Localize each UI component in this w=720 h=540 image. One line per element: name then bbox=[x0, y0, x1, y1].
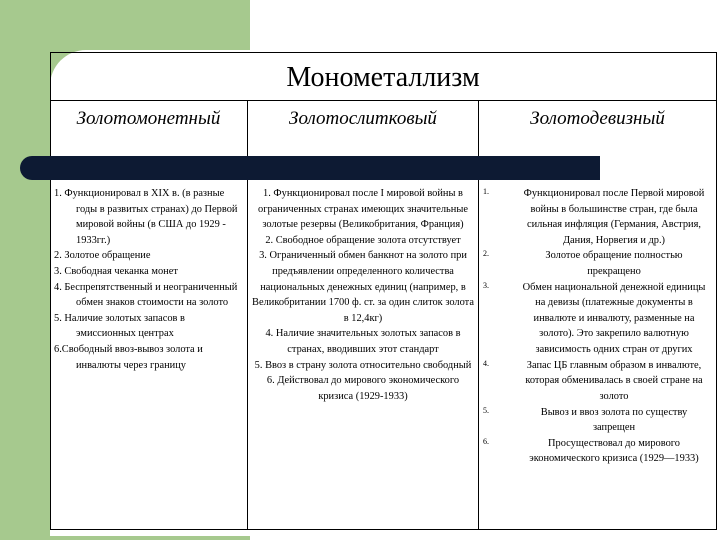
list-item bbox=[483, 405, 709, 436]
list-item: 6.Свободный ввоз-вывоз золота и инвалюты через границу bbox=[54, 344, 203, 371]
list-gold-coin bbox=[54, 186, 240, 373]
list-number: 6. bbox=[483, 436, 489, 446]
column-header-gold-coin: Золотомонетный bbox=[76, 108, 221, 129]
list-item-text: Функционировал после Первой мировой войны в большинстве стран, где была сильная инфляция (Германия, Австрия, Дания, Норвегия и др.) bbox=[523, 188, 705, 246]
list-number: 5. bbox=[483, 405, 489, 415]
list-item: 2. Свободное обращение золота отсутствует bbox=[265, 234, 461, 246]
page-title: Монометаллизм bbox=[286, 62, 480, 93]
list-item: 6. Действовал до мирового экономического кризиса (1929-1933) bbox=[266, 375, 460, 402]
list-item: 4. Наличие значительных золотых запасов в странах, вводивших этот стандарт bbox=[265, 328, 461, 356]
list-item-text: Просуществовал до мирового экономического кризиса (1929—1933) bbox=[529, 437, 699, 465]
list-number: 3. bbox=[483, 280, 489, 290]
list-item: 3. Ограниченный обмен банкнот на золото при предъявлении определенного количества национальных денежных единиц (например, в Великобритании 1700 ф. ст. за один слиток золота в 12,4кг) bbox=[252, 250, 474, 324]
list-gold-exchange bbox=[483, 186, 709, 467]
list-item: 1. Функционировал в XIX в. (в разные годы в развитых странах) до Первой мировой войны (в США до 1929 - 1933гг.) bbox=[54, 188, 238, 246]
list-item-text: Золотое обращение полностью прекращено bbox=[545, 250, 683, 278]
column-header-gold-bullion: Золотослитковый bbox=[289, 108, 437, 129]
list-item: 3. Свободная чеканка монет bbox=[54, 266, 178, 278]
table-border-right bbox=[716, 52, 717, 530]
list-item bbox=[483, 280, 709, 358]
list-item-text: Обмен национальной денежной единицы на девизы (платежные документы в инвалюте и инвалюту, разменные на золото). Это закрепило валютную зависимость одних стран от других bbox=[522, 281, 706, 356]
decorative-bar bbox=[20, 156, 600, 180]
list-number: 2. bbox=[483, 249, 489, 259]
list-item: 5. Наличие золотых запасов в эмиссионных центрах bbox=[54, 312, 185, 340]
list-item bbox=[483, 436, 709, 467]
list-item: 4. Беспрепятственный и неограниченный обмен знаков стоимости на золото bbox=[54, 281, 238, 309]
list-item bbox=[483, 248, 709, 279]
list-item bbox=[483, 186, 709, 248]
title-row bbox=[50, 52, 716, 100]
header-divider bbox=[50, 100, 716, 101]
list-gold-bullion bbox=[252, 186, 474, 405]
list-number: 1. bbox=[483, 187, 489, 196]
list-item-text: Вывоз и ввоз золота по существу запрещен bbox=[540, 406, 688, 434]
list-item-text: Запас ЦБ главным образом в инвалюте, которая обменивалась в своей стране на золото bbox=[525, 359, 703, 402]
list-item bbox=[483, 358, 709, 405]
column-header-gold-exchange: Золотодевизный bbox=[530, 108, 665, 129]
list-item: 5. Ввоз в страну золота относительно свободный bbox=[254, 359, 472, 371]
table-border-bottom bbox=[50, 529, 716, 530]
list-number: 4. bbox=[483, 358, 489, 368]
list-item: 2. Золотое обращение bbox=[54, 250, 151, 262]
list-item: 1. Функционировал после I мировой войны в ограниченных странах имеющих значительные золотые резервы (Великобритания, Франция) bbox=[258, 188, 468, 231]
